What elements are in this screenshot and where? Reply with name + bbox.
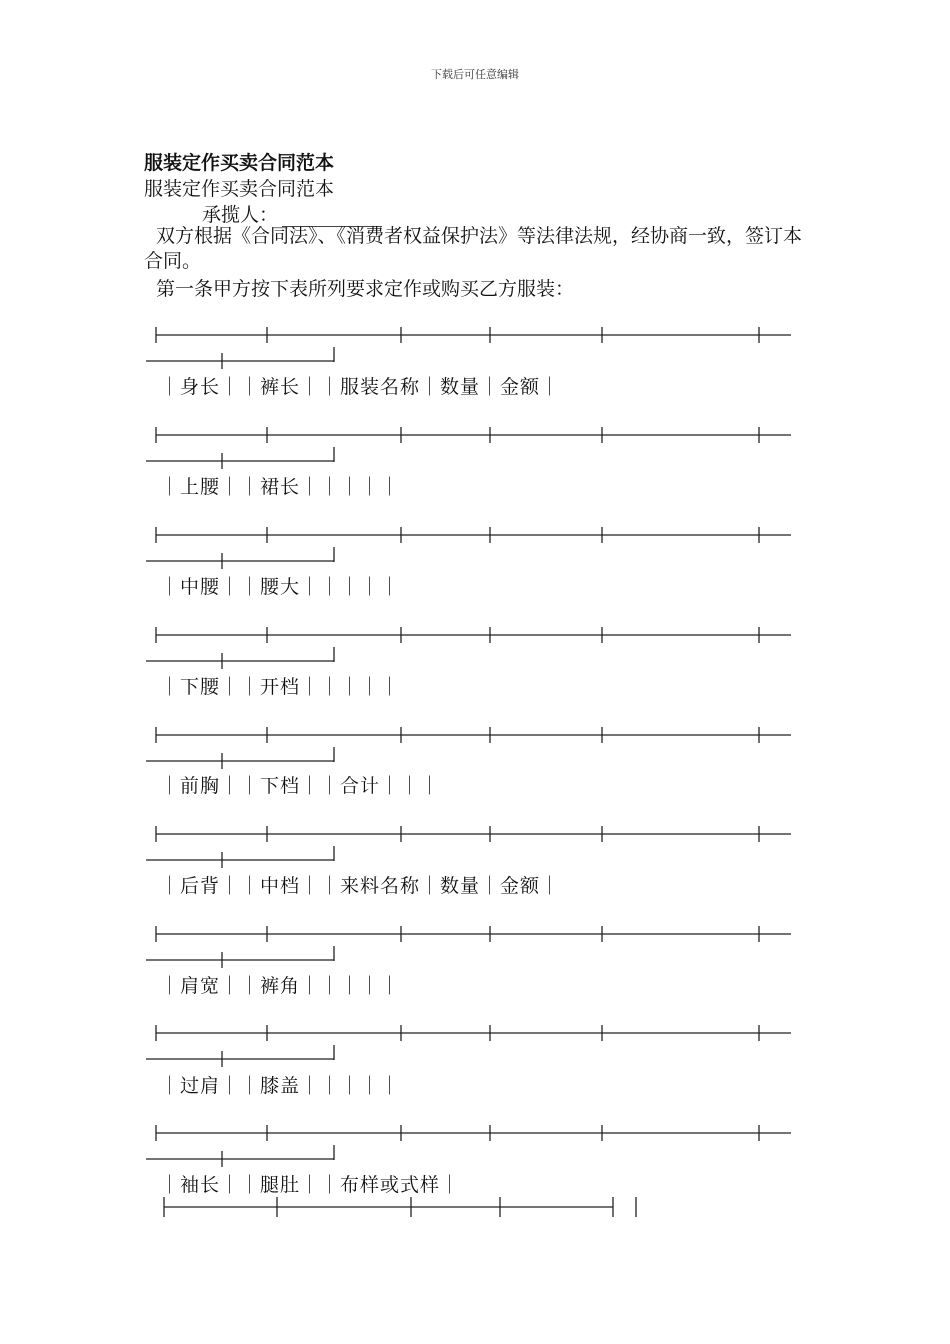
form-row-3: ｜中腰｜｜腰大｜｜｜｜｜: [160, 576, 401, 598]
form-row-5: ｜前胸｜｜下档｜｜合计｜｜｜: [160, 775, 441, 797]
document-title: 服装定作买卖合同范本: [144, 152, 335, 174]
contractor-label: 承揽人：: [202, 204, 279, 226]
intro-paragraph: 双方根据《合同法》、《消费者权益保护法》等法律法规，经协商一致，签订本合同。: [144, 225, 803, 272]
clause-1: 第一条甲方按下表所列要求定作或购买乙方服装：: [156, 278, 575, 300]
form-row-1: ｜身长｜｜裤长｜｜服装名称｜数量｜金额｜: [160, 376, 561, 398]
form-row-6: ｜后背｜｜中档｜｜来料名称｜数量｜金额｜: [160, 875, 561, 897]
form-row-7: ｜肩宽｜｜裤角｜｜｜｜｜: [160, 975, 401, 997]
form-row-8: ｜过肩｜｜膝盖｜｜｜｜｜: [160, 1075, 401, 1097]
form-row-9: ｜袖长｜｜腿肚｜｜布样或式样｜: [160, 1174, 461, 1196]
form-row-2: ｜上腰｜｜裙长｜｜｜｜｜: [160, 476, 401, 498]
form-row-4: ｜下腰｜｜开档｜｜｜｜｜: [160, 676, 401, 698]
document-subtitle: 服装定作买卖合同范本: [144, 178, 335, 200]
page-header: 下载后可任意编辑: [431, 68, 519, 81]
